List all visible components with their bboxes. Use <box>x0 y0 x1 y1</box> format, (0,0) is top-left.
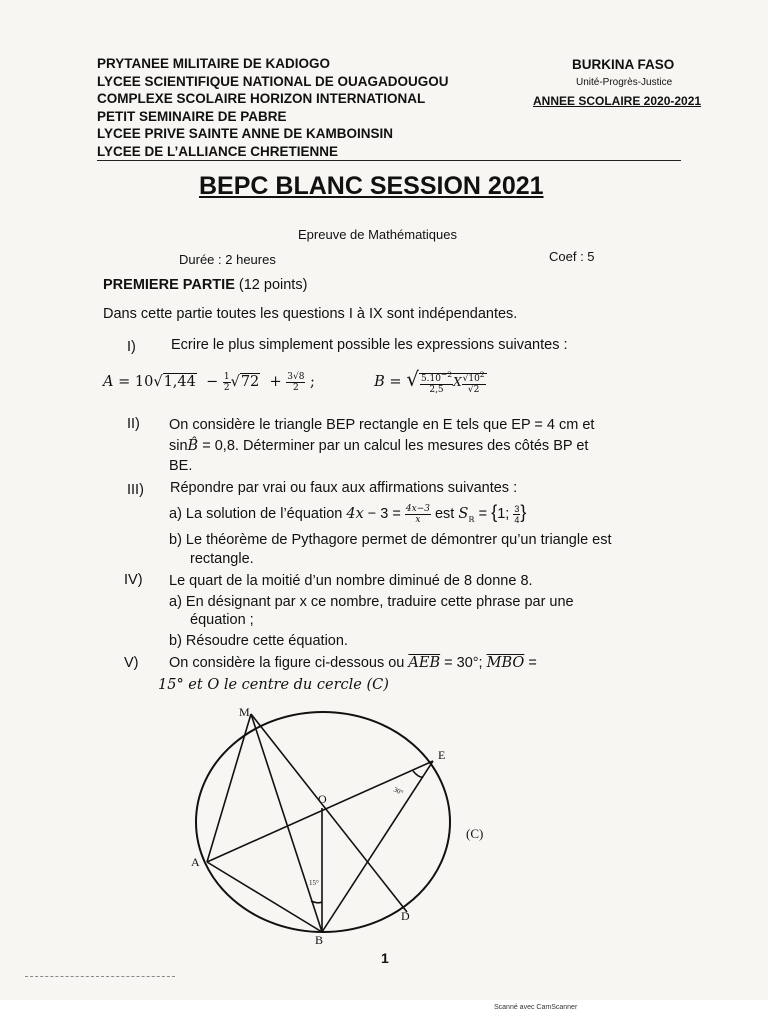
part-intro: Dans cette partie toutes les questions I à IX sont indépendantes. <box>103 306 518 322</box>
point-label: O <box>318 792 327 806</box>
school-name: PETIT SEMINAIRE DE PABRE <box>97 108 287 124</box>
exam-title: BEPC BLANC SESSION 2021 <box>199 172 544 200</box>
exam-duration: Durée : 2 heures <box>179 252 276 267</box>
question-text <box>169 654 537 673</box>
part-heading <box>103 277 307 293</box>
footer-dash <box>25 976 175 978</box>
question-text-cont: = 0,8. Déterminer par un calcul les mesures des côtés BP et <box>198 438 589 454</box>
segment-mb <box>251 714 322 932</box>
angle-b-hat: B̂ <box>187 438 199 454</box>
exam-subject: Epreuve de Mathématiques <box>298 227 457 242</box>
sub-question-text: a) La solution de l’équation <box>169 506 347 522</box>
school-list <box>97 55 449 161</box>
question-number: V) <box>124 655 139 671</box>
part-name: PREMIERE PARTIE <box>103 277 235 293</box>
question-text: On considère le triangle BEP rectangle en E tels que EP = 4 cm et <box>169 417 595 433</box>
question-text <box>169 437 588 456</box>
page-number: 1 <box>381 950 389 966</box>
question-text-part: = 30°; <box>440 655 487 671</box>
sub-question-b: b) Le théorème de Pythagore permet de démontrer qu’un triangle est <box>169 532 612 548</box>
point-label: A <box>191 855 200 869</box>
country-motto: Unité-Progrès-Justice <box>576 77 673 88</box>
point-label: D <box>401 909 410 923</box>
country-name: BURKINA FASO <box>572 57 675 72</box>
angle-mbo: $\overline{MBO}$ <box>486 655 525 671</box>
geometry-figure <box>185 698 475 948</box>
question-text: 15° et O le centre du cercle (C) <box>158 677 389 693</box>
school-name: LYCEE SCIENTIFIQUE NATIONAL DE OUAGADOUGOU <box>97 73 449 89</box>
math-expressions: A = 10√1,44 − $\frac{1}{2}$ √72 + $\frac{3√8}{2}$ ; B = √ $\frac{5.10^{-2}}{2,5}$ X $\frac{√10^2}{√2}$ <box>103 367 485 395</box>
school-name: COMPLEXE SCOLAIRE HORIZON INTERNATIONAL <box>97 91 426 107</box>
question-number: I) <box>127 339 136 355</box>
question-text: Répondre par vrai ou faux aux affirmations suivantes : <box>170 480 518 496</box>
question-text: BE. <box>169 458 193 474</box>
sub-question-a: a) La solution de l’équation 4x − 3 = $\frac{4x-3}{x}$ est $S_ℝ = \{1$; $\frac{3}{4}$ } <box>169 502 527 525</box>
question-text: Le quart de la moitié d’un nombre diminué de 8 donne 8. <box>169 573 533 589</box>
exam-coefficient: Coef : 5 <box>549 249 595 264</box>
question-text: Ecrire le plus simplement possible les expressions suivantes : <box>171 337 568 353</box>
angle-label-b: 15° <box>309 879 319 887</box>
angle-aeb: $\overline{AEB}$ <box>408 655 441 671</box>
point-label: E <box>438 748 446 762</box>
sub-question-text: est <box>430 506 459 522</box>
question-text-part: On considère la figure ci-dessous ou <box>169 655 409 671</box>
sub-question-a-cont: équation ; <box>190 612 254 628</box>
segment-ma <box>207 714 251 862</box>
scanner-watermark: Scanné avec CamScanner <box>494 1004 578 1011</box>
angle-arc-e <box>413 771 423 777</box>
question-text-part: = <box>524 655 537 671</box>
question-number: IV) <box>124 572 143 588</box>
header-divider <box>97 160 681 161</box>
circle-c <box>196 712 450 932</box>
question-number: III) <box>127 482 144 498</box>
point-label: B <box>315 933 324 947</box>
school-year: ANNEE SCOLAIRE 2020-2021 <box>533 94 702 108</box>
segment-md <box>251 714 407 912</box>
sub-question-b-cont: rectangle. <box>190 551 254 567</box>
school-name: PRYTANEE MILITAIRE DE KADIOGO <box>97 56 331 71</box>
sub-question-a: a) En désignant par x ce nombre, traduire cette phrase par une <box>169 594 574 610</box>
part-points: (12 points) <box>238 277 308 293</box>
segment-ab <box>207 862 322 932</box>
point-label: M <box>239 705 250 719</box>
circle-label: (C) <box>466 826 484 841</box>
school-name: LYCEE PRIVE SAINTE ANNE DE KAMBOINSIN <box>97 126 394 142</box>
sub-question-b: b) Résoudre cette équation. <box>169 633 348 649</box>
angle-label-e: 30° <box>392 785 405 797</box>
question-number: II) <box>127 416 140 432</box>
segment-ae <box>207 761 433 862</box>
school-name: LYCEE DE L’ALLIANCE CHRETIENNE <box>97 143 339 159</box>
sin-label: sin <box>169 438 188 454</box>
